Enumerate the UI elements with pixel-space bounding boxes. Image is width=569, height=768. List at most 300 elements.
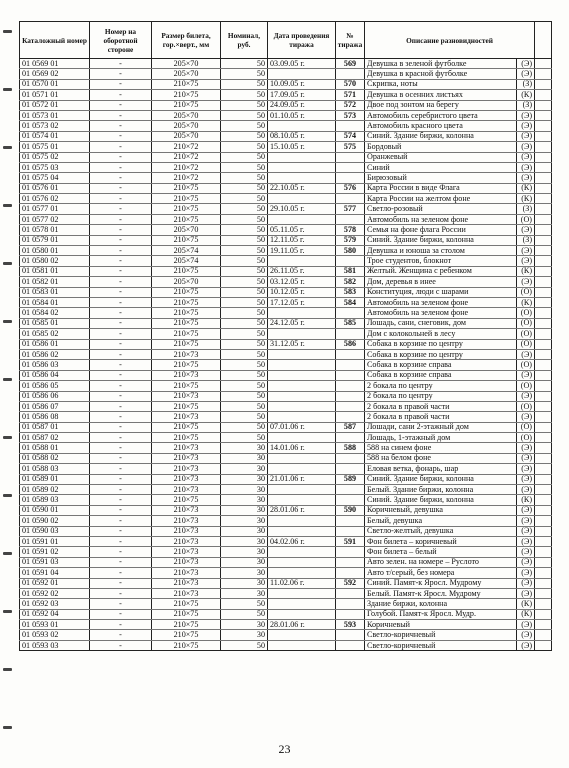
nominal-cell: 50 [221, 225, 268, 235]
catalog-number-cell: 01 0583 01 [20, 287, 90, 297]
draw-number-cell [336, 173, 365, 183]
catalog-number-cell: 01 0575 01 [20, 142, 90, 152]
variety-code-cell: (Э) [517, 620, 535, 630]
description-cell: Собака в корзине справа [365, 370, 517, 380]
back-number-cell: - [90, 474, 152, 484]
ticket-size-cell: 210×73 [152, 453, 221, 463]
description-cell: Желтый. Женщина с ребенком [365, 266, 517, 276]
description-cell: Автомобиль серебристого цвета [365, 110, 517, 120]
back-number-cell: - [90, 225, 152, 235]
binding-mark [3, 262, 12, 265]
draw-date-cell: 03.12.05 г. [268, 277, 336, 287]
table-row [20, 557, 552, 567]
draw-number-cell: 569 [336, 59, 365, 69]
extra-cell [535, 485, 552, 495]
table-row [20, 453, 552, 463]
nominal-cell: 30 [221, 505, 268, 515]
header-description: Описание разновидностей [365, 22, 535, 59]
draw-number-cell: 578 [336, 225, 365, 235]
ticket-size-cell: 210×75 [152, 287, 221, 297]
nominal-cell: 50 [221, 640, 268, 650]
variety-code-cell: (Э) [517, 391, 535, 401]
draw-date-cell [268, 121, 336, 131]
description-cell: Девушка в красной футболке [365, 69, 517, 79]
variety-code-cell: (Э) [517, 557, 535, 567]
draw-number-cell [336, 588, 365, 598]
draw-date-cell [268, 401, 336, 411]
draw-number-cell [336, 485, 365, 495]
catalog-number-cell: 01 0593 03 [20, 640, 90, 650]
extra-cell [535, 287, 552, 297]
catalog-number-cell: 01 0588 02 [20, 453, 90, 463]
variety-code-cell: (К) [517, 609, 535, 619]
catalog-number-cell: 01 0584 01 [20, 297, 90, 307]
ticket-size-cell: 210×73 [152, 474, 221, 484]
ticket-size-cell: 210×73 [152, 485, 221, 495]
variety-code-cell: (З) [517, 235, 535, 245]
table-row [20, 297, 552, 307]
back-number-cell: - [90, 297, 152, 307]
draw-date-cell [268, 588, 336, 598]
draw-number-cell: 571 [336, 90, 365, 100]
draw-date-cell [268, 516, 336, 526]
extra-cell [535, 495, 552, 505]
nominal-cell: 50 [221, 162, 268, 172]
nominal-cell: 30 [221, 464, 268, 474]
description-cell: Белый, девушка [365, 516, 517, 526]
description-cell: Синий [365, 162, 517, 172]
table-row [20, 287, 552, 297]
catalog-number-cell: 01 0580 02 [20, 256, 90, 266]
table-row [20, 422, 552, 432]
draw-date-cell [268, 214, 336, 224]
table-row [20, 485, 552, 495]
table-row [20, 100, 552, 110]
catalog-number-cell: 01 0569 02 [20, 69, 90, 79]
draw-number-cell: 587 [336, 422, 365, 432]
table-row [20, 246, 552, 256]
table-row [20, 609, 552, 619]
variety-code-cell: (Э) [517, 246, 535, 256]
table-row [20, 443, 552, 453]
ticket-size-cell: 210×73 [152, 536, 221, 546]
variety-code-cell: (З) [517, 79, 535, 89]
catalog-rows [20, 59, 552, 651]
catalog-number-cell: 01 0593 02 [20, 630, 90, 640]
catalog-number-cell: 01 0592 01 [20, 578, 90, 588]
draw-number-cell [336, 568, 365, 578]
extra-cell [535, 225, 552, 235]
extra-cell [535, 183, 552, 193]
nominal-cell: 50 [221, 370, 268, 380]
extra-cell [535, 474, 552, 484]
draw-number-cell [336, 152, 365, 162]
draw-date-cell: 31.12.05 г. [268, 339, 336, 349]
extra-cell [535, 142, 552, 152]
draw-number-cell [336, 349, 365, 359]
extra-cell [535, 204, 552, 214]
nominal-cell: 50 [221, 246, 268, 256]
variety-code-cell: (К) [517, 495, 535, 505]
draw-date-cell: 28.01.06 г. [268, 505, 336, 515]
extra-cell [535, 588, 552, 598]
back-number-cell: - [90, 173, 152, 183]
table-row [20, 308, 552, 318]
table-row [20, 131, 552, 141]
nominal-cell: 30 [221, 547, 268, 557]
table-row [20, 162, 552, 172]
draw-date-cell [268, 349, 336, 359]
ticket-size-cell: 210×75 [152, 194, 221, 204]
description-cell: Синий. Здание биржи, колонна [365, 235, 517, 245]
extra-cell [535, 599, 552, 609]
nominal-cell: 50 [221, 609, 268, 619]
draw-number-cell [336, 69, 365, 79]
variety-code-cell: (Э) [517, 485, 535, 495]
variety-code-cell: (О) [517, 339, 535, 349]
draw-number-cell: 593 [336, 620, 365, 630]
catalog-number-cell: 01 0570 01 [20, 79, 90, 89]
draw-date-cell: 12.11.05 г. [268, 235, 336, 245]
description-cell: Еловая ветка, фонарь, шар [365, 464, 517, 474]
binding-edge [0, 0, 14, 768]
back-number-cell: - [90, 318, 152, 328]
draw-date-cell [268, 329, 336, 339]
extra-cell [535, 308, 552, 318]
extra-cell [535, 620, 552, 630]
variety-code-cell: (О) [517, 433, 535, 443]
nominal-cell: 50 [221, 121, 268, 131]
table-row [20, 464, 552, 474]
back-number-cell: - [90, 69, 152, 79]
catalog-number-cell: 01 0590 03 [20, 526, 90, 536]
variety-code-cell: (К) [517, 266, 535, 276]
draw-date-cell [268, 391, 336, 401]
description-cell: Синий. Памят-к Яросл. Мудрому [365, 578, 517, 588]
nominal-cell: 50 [221, 90, 268, 100]
header-ticket-size: Размер билета, гор.×верт., мм [152, 22, 221, 59]
catalog-number-cell: 01 0580 01 [20, 246, 90, 256]
draw-number-cell [336, 381, 365, 391]
draw-date-cell: 28.01.06 г. [268, 620, 336, 630]
variety-code-cell: (О) [517, 360, 535, 370]
header-draw-number: № тиража [336, 22, 365, 59]
table-header-row [20, 22, 552, 59]
table-row [20, 578, 552, 588]
ticket-size-cell: 210×75 [152, 235, 221, 245]
draw-date-cell: 17.09.05 г. [268, 90, 336, 100]
draw-number-cell [336, 121, 365, 131]
draw-number-cell: 583 [336, 287, 365, 297]
table-row [20, 630, 552, 640]
draw-date-cell: 17.12.05 г. [268, 297, 336, 307]
back-number-cell: - [90, 142, 152, 152]
catalog-number-cell: 01 0591 01 [20, 536, 90, 546]
table-row [20, 204, 552, 214]
draw-number-cell [336, 599, 365, 609]
extra-cell [535, 464, 552, 474]
nominal-cell: 30 [221, 536, 268, 546]
variety-code-cell: (Э) [517, 225, 535, 235]
ticket-size-cell: 210×75 [152, 599, 221, 609]
ticket-size-cell: 210×73 [152, 370, 221, 380]
nominal-cell: 50 [221, 599, 268, 609]
back-number-cell: - [90, 131, 152, 141]
nominal-cell: 50 [221, 204, 268, 214]
description-cell: Голубой. Памят-к Яросл. Мудр. [365, 609, 517, 619]
nominal-cell: 50 [221, 59, 268, 69]
table-row [20, 256, 552, 266]
back-number-cell: - [90, 640, 152, 650]
nominal-cell: 50 [221, 287, 268, 297]
catalog-number-cell: 01 0577 02 [20, 214, 90, 224]
table-row [20, 505, 552, 515]
catalog-number-cell: 01 0582 01 [20, 277, 90, 287]
variety-code-cell: (О) [517, 401, 535, 411]
back-number-cell: - [90, 568, 152, 578]
ticket-size-cell: 205×70 [152, 69, 221, 79]
table-row [20, 142, 552, 152]
description-cell: Оранжевый [365, 152, 517, 162]
description-cell: Карта России на желтом фоне [365, 194, 517, 204]
draw-number-cell [336, 640, 365, 650]
ticket-size-cell: 210×75 [152, 609, 221, 619]
description-cell: Автомобиль на зеленом фоне [365, 297, 517, 307]
draw-date-cell: 21.01.06 г. [268, 474, 336, 484]
description-cell: Синий. Здание биржи, колонна [365, 495, 517, 505]
description-cell: Бордовый [365, 142, 517, 152]
extra-cell [535, 630, 552, 640]
back-number-cell: - [90, 360, 152, 370]
extra-cell [535, 391, 552, 401]
binding-mark [3, 146, 12, 149]
nominal-cell: 30 [221, 620, 268, 630]
header-extra [535, 22, 552, 59]
extra-cell [535, 536, 552, 546]
table-row [20, 121, 552, 131]
draw-date-cell: 24.12.05 г. [268, 318, 336, 328]
table-row [20, 360, 552, 370]
ticket-size-cell: 210×73 [152, 588, 221, 598]
nominal-cell: 50 [221, 110, 268, 120]
ticket-size-cell: 210×72 [152, 162, 221, 172]
back-number-cell: - [90, 256, 152, 266]
catalog-number-cell: 01 0586 04 [20, 370, 90, 380]
variety-code-cell: (Э) [517, 370, 535, 380]
description-cell: Лошади, сани 2-этажный дом [365, 422, 517, 432]
draw-number-cell: 579 [336, 235, 365, 245]
draw-number-cell [336, 526, 365, 536]
nominal-cell: 50 [221, 131, 268, 141]
catalog-number-cell: 01 0590 02 [20, 516, 90, 526]
description-cell: 2 бокала по центру [365, 381, 517, 391]
draw-date-cell [268, 495, 336, 505]
draw-date-cell: 11.02.06 г. [268, 578, 336, 588]
extra-cell [535, 547, 552, 557]
back-number-cell: - [90, 453, 152, 463]
description-cell: Синий. Здание биржи, колонна [365, 131, 517, 141]
draw-number-cell [336, 464, 365, 474]
extra-cell [535, 214, 552, 224]
draw-number-cell [336, 433, 365, 443]
ticket-size-cell: 210×75 [152, 329, 221, 339]
page-number: 23 [278, 742, 291, 756]
ticket-size-cell: 210×75 [152, 79, 221, 89]
description-cell: Карта России в виде Флага [365, 183, 517, 193]
draw-number-cell: 588 [336, 443, 365, 453]
back-number-cell: - [90, 495, 152, 505]
nominal-cell: 30 [221, 453, 268, 463]
description-cell: Светло-розовый [365, 204, 517, 214]
draw-number-cell: 581 [336, 266, 365, 276]
catalog-number-cell: 01 0584 02 [20, 308, 90, 318]
ticket-size-cell: 210×75 [152, 183, 221, 193]
nominal-cell: 50 [221, 183, 268, 193]
description-cell: Девушка в осенних листьях [365, 90, 517, 100]
extra-cell [535, 443, 552, 453]
ticket-size-cell: 210×73 [152, 557, 221, 567]
draw-number-cell [336, 162, 365, 172]
ticket-size-cell: 210×75 [152, 433, 221, 443]
ticket-size-cell: 205×70 [152, 110, 221, 120]
extra-cell [535, 516, 552, 526]
draw-date-cell [268, 640, 336, 650]
ticket-size-cell: 210×73 [152, 349, 221, 359]
nominal-cell: 30 [221, 526, 268, 536]
back-number-cell: - [90, 100, 152, 110]
draw-number-cell: 576 [336, 183, 365, 193]
back-number-cell: - [90, 183, 152, 193]
draw-number-cell: 577 [336, 204, 365, 214]
draw-date-cell: 29.10.05 г. [268, 204, 336, 214]
catalog-number-cell: 01 0591 03 [20, 557, 90, 567]
back-number-cell: - [90, 630, 152, 640]
extra-cell [535, 297, 552, 307]
ticket-size-cell: 210×75 [152, 318, 221, 328]
draw-number-cell [336, 329, 365, 339]
table-row [20, 620, 552, 630]
draw-date-cell [268, 194, 336, 204]
description-cell: Скрипка, ноты [365, 79, 517, 89]
ticket-size-cell: 205×70 [152, 277, 221, 287]
back-number-cell: - [90, 79, 152, 89]
draw-number-cell [336, 360, 365, 370]
draw-date-cell [268, 464, 336, 474]
draw-number-cell: 575 [336, 142, 365, 152]
back-number-cell: - [90, 401, 152, 411]
catalog-table [19, 21, 552, 651]
ticket-size-cell: 205×70 [152, 121, 221, 131]
ticket-size-cell: 210×75 [152, 100, 221, 110]
back-number-cell: - [90, 287, 152, 297]
nominal-cell: 50 [221, 256, 268, 266]
nominal-cell: 30 [221, 474, 268, 484]
extra-cell [535, 526, 552, 536]
ticket-size-cell: 205×74 [152, 246, 221, 256]
draw-number-cell: 574 [336, 131, 365, 141]
catalog-number-cell: 01 0586 07 [20, 401, 90, 411]
draw-number-cell [336, 609, 365, 619]
nominal-cell: 50 [221, 412, 268, 422]
catalog-number-cell: 01 0593 01 [20, 620, 90, 630]
description-cell: Светло-желтый, девушка [365, 526, 517, 536]
binding-mark [3, 320, 12, 323]
draw-date-cell: 19.11.05 г. [268, 246, 336, 256]
nominal-cell: 50 [221, 79, 268, 89]
ticket-size-cell: 210×75 [152, 308, 221, 318]
ticket-size-cell: 210×73 [152, 516, 221, 526]
binding-mark [3, 726, 12, 729]
description-cell: Здание биржи, колонна [365, 599, 517, 609]
variety-code-cell: (Э) [517, 474, 535, 484]
description-cell: Фон билета – коричневый [365, 536, 517, 546]
variety-code-cell: (О) [517, 214, 535, 224]
description-cell: Фон билета – белый [365, 547, 517, 557]
catalog-number-cell: 01 0592 04 [20, 609, 90, 619]
back-number-cell: - [90, 557, 152, 567]
extra-cell [535, 69, 552, 79]
variety-code-cell: (К) [517, 297, 535, 307]
draw-number-cell: 570 [336, 79, 365, 89]
binding-mark [3, 610, 12, 613]
variety-code-cell: (Э) [517, 256, 535, 266]
description-cell: 2 бокала по центру [365, 391, 517, 401]
variety-code-cell: (Э) [517, 640, 535, 650]
catalog-number-cell: 01 0575 03 [20, 162, 90, 172]
draw-number-cell [336, 630, 365, 640]
draw-number-cell [336, 370, 365, 380]
extra-cell [535, 173, 552, 183]
description-cell: Авто т/серый, без номера [365, 568, 517, 578]
description-cell: Собака в корзине по центру [365, 339, 517, 349]
nominal-cell: 50 [221, 422, 268, 432]
extra-cell [535, 79, 552, 89]
nominal-cell: 30 [221, 588, 268, 598]
extra-cell [535, 329, 552, 339]
back-number-cell: - [90, 412, 152, 422]
variety-code-cell: (З) [517, 204, 535, 214]
table-row [20, 516, 552, 526]
ticket-size-cell: 210×75 [152, 381, 221, 391]
ticket-size-cell: 210×72 [152, 152, 221, 162]
variety-code-cell: (Э) [517, 443, 535, 453]
draw-number-cell [336, 547, 365, 557]
back-number-cell: - [90, 620, 152, 630]
nominal-cell: 50 [221, 173, 268, 183]
nominal-cell: 50 [221, 339, 268, 349]
draw-date-cell [268, 370, 336, 380]
variety-code-cell: (О) [517, 381, 535, 391]
back-number-cell: - [90, 339, 152, 349]
binding-mark [3, 88, 12, 91]
table-row [20, 79, 552, 89]
ticket-size-cell: 210×75 [152, 90, 221, 100]
draw-number-cell: 586 [336, 339, 365, 349]
ticket-size-cell: 210×75 [152, 297, 221, 307]
description-cell: Синий. Здание биржи, колонна [365, 474, 517, 484]
nominal-cell: 50 [221, 142, 268, 152]
description-cell: Девушка в зеленой футболке [365, 59, 517, 69]
catalog-number-cell: 01 0589 03 [20, 495, 90, 505]
ticket-size-cell: 210×75 [152, 214, 221, 224]
extra-cell [535, 110, 552, 120]
variety-code-cell: (Э) [517, 412, 535, 422]
description-cell: Бирюзовый [365, 173, 517, 183]
catalog-number-cell: 01 0589 01 [20, 474, 90, 484]
draw-date-cell [268, 568, 336, 578]
extra-cell [535, 505, 552, 515]
ticket-size-cell: 210×73 [152, 443, 221, 453]
